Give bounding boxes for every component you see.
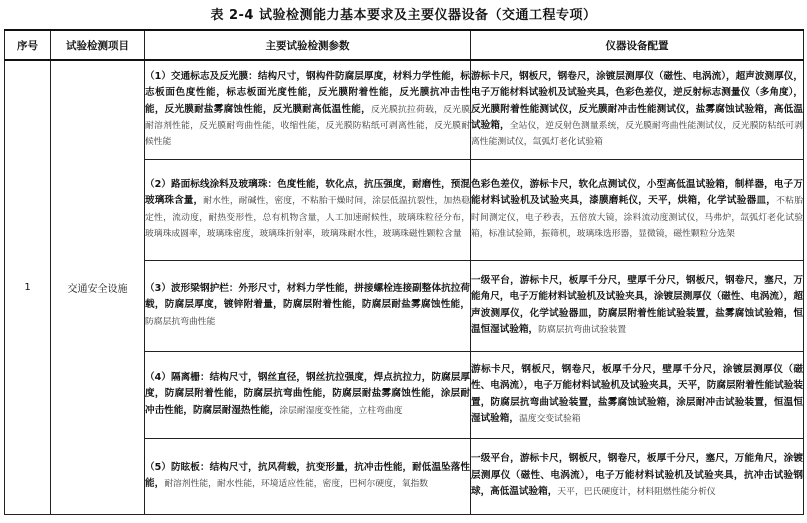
params-cell — [145, 438, 471, 514]
seq-cell: 1 — [5, 60, 51, 514]
params-extra: 涂层耐湿度变性能，立柱弯曲度 — [279, 405, 403, 416]
params-extra: 耐溶剂性能，耐水性能，环境适应性能，密度，巴柯尔硬度，氧指数 — [164, 479, 429, 489]
params-main: （4）隔离栅：结构尺寸，钢丝直径，钢丝抗拉强度，焊点抗拉力，防腐层厚度，防腐层附着性能，防腐层抗弯曲性能，防腐层耐盐雾腐蚀性能，涂层耐冲击性能，防腐层耐湿热性能， — [145, 371, 470, 416]
equip-main: 一级平台，游标卡尺，钢板尺，钢卷尺，板厚千分尺，塞尺，万能角尺，涂镀层测厚仪（磁性、电涡流），电子万能材料试验机及试验夹具，抗冲击试验钢球，高低温试验箱， — [471, 453, 803, 498]
params-main: （5）防眩板：结构尺寸，抗风荷载，抗变形量，抗冲击性能，耐低温坠落性能， — [145, 461, 470, 489]
equip-cell — [471, 260, 804, 351]
item-cell: 交通安全设施 — [51, 60, 145, 514]
equip-extra: 温度交变试验箱 — [518, 413, 581, 424]
header-equip: 仪器设备配置 — [471, 30, 804, 60]
equip-main: 游标卡尺，钢板尺，钢卷尺，板厚千分尺，壁厚千分尺，涂镀层测厚仪（磁性、电涡流），电子万能材料试验机及试验夹具，天平，防腐层附着性能试验装置，防腐层抗弯曲试验装置，盐雾腐蚀试验箱，涂层耐冲击试验装置，恒温恒湿试验箱， — [471, 363, 803, 424]
equip-main: 一级平台，游标卡尺，板厚千分尺，壁厚千分尺，钢板尺，钢卷尺，塞尺，万能角尺，电子万能材料试验机及试验夹具，涂镀层测厚仪（磁性、电涡流），超声波测厚仪，化学试验器皿，防腐层附着性能试验装置，盐雾腐蚀试验箱，恒温恒湿试验箱， — [471, 274, 803, 335]
params-cell — [145, 351, 471, 438]
table-title: 表 2-4 试验检测能力基本要求及主要仪器设备（交通工程专项） — [210, 8, 597, 23]
params-cell — [145, 159, 471, 260]
params-cell — [145, 260, 471, 351]
params-main: （2）路面标线涂料及玻璃珠：色度性能，软化点，抗压强度，耐磨性，预混玻璃珠含量， — [145, 178, 470, 207]
params-main: （1）交通标志及反光膜：结构尺寸，钢构件防腐层厚度，材料力学性能，标志板面色度性能，标志板面光度性能，反光膜附着性能，反光膜抗冲击性能，反光膜耐盐雾腐蚀性能，反光膜耐高低温性能， — [145, 70, 470, 115]
params-extra: 反光膜抗拉荷载，反光膜耐溶剂性能，反光膜耐弯曲性能，收缩性能，反光膜防粘纸可剥离性能，反光膜耐候性能 — [145, 104, 470, 148]
requirements-table — [4, 29, 804, 515]
equip-cell — [471, 60, 804, 159]
table-row — [5, 60, 804, 159]
header-params: 主要试验检测参数 — [145, 30, 471, 60]
equip-main: 色彩色差仪，游标卡尺，软化点测试仪，小型高低温试验箱，制样器，电子万能材料试验机及试验夹具，漆膜磨耗仪，天平，烘箱，化学试验器皿， — [471, 178, 803, 207]
equip-extra: 防腐层抗弯曲试验装置 — [538, 324, 627, 335]
header-seq: 序号 — [5, 30, 51, 60]
equip-extra: 全站仪，逆反射色测量系统，反光膜耐弯曲性能测试仪，反光膜防粘纸可剥离性能测试仪，氙弧灯老化试验箱 — [471, 120, 803, 148]
equip-cell — [471, 159, 804, 260]
params-extra: 防腐层抗弯曲性能 — [145, 316, 216, 327]
params-main: （3）波形梁钢护栏：外形尺寸，材料力学性能，拼接螺栓连接副整体抗拉荷载，防腐层厚度，镀锌附着量，防腐层附着性能，防腐层耐盐雾腐蚀性能， — [145, 282, 470, 311]
header-row — [5, 30, 804, 60]
equip-cell — [471, 351, 804, 438]
equip-cell — [471, 438, 804, 514]
params-cell — [145, 60, 471, 159]
equip-extra: 天平，巴氏硬度计，材料阻燃性能分析仪 — [557, 487, 716, 498]
equip-extra: 不粘胎时间测定仪，电子秒表，五倍放大镜，涂料流动度测试仪，马弗炉，氙弧灯老化试验箱，标准试验筛，振筛机，玻璃珠选形器，显微镜，磁性颗粒分选架 — [471, 196, 803, 239]
header-item: 试验检测项目 — [51, 30, 145, 60]
params-extra: 耐水性，耐碱性，密度，不粘胎干燥时间，涂层低温抗裂性，加热稳定性，流动度，耐热变形性，总有机物含量，人工加速耐候性，玻璃珠粒径分布，玻璃珠成圆率，玻璃珠密度，玻璃珠折射率，玻璃珠耐水性，玻璃珠磁性颗粒含量 — [145, 196, 470, 239]
equip-main: 游标卡尺，钢板尺，钢卷尺，涂镀层测厚仪（磁性、电涡流），超声波测厚仪，电子万能材料试验机及试验夹具，色彩色差仪，逆反射标志测量仪（多角度），反光膜附着性能测试仪，反光膜耐冲击性能测试仪，盐雾腐蚀试验箱，高低温试验箱， — [471, 70, 803, 131]
